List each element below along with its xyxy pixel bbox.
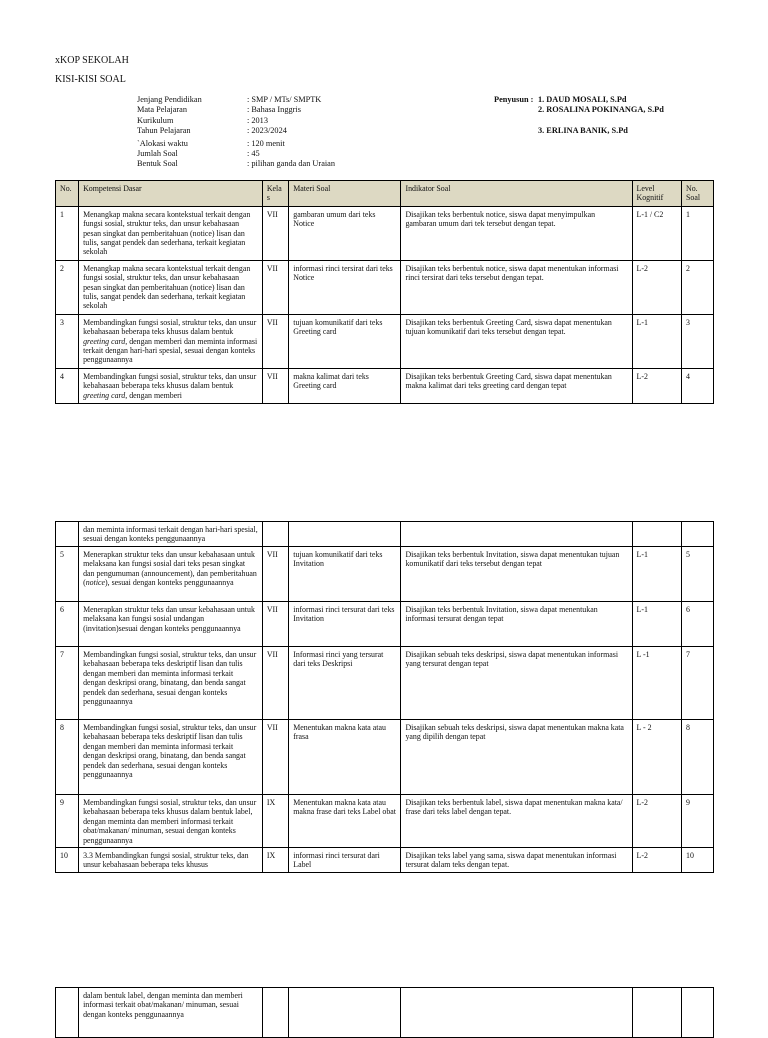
- cell-no-soal: [682, 988, 714, 1038]
- cell-kelas: VII: [262, 368, 288, 403]
- cell-materi-soal: tujuan komunikatif dari teks Invitation: [289, 547, 401, 602]
- document-title: KISI-KISI SOAL: [55, 74, 126, 85]
- cell-kelas: IX: [262, 795, 288, 848]
- cell-level-kognitif: [632, 522, 682, 547]
- kd-emphasis: greeting card: [83, 336, 126, 346]
- cell-kompetensi-dasar: Membandingkan fungsi sosial, struktur teks, dan unsur kebahasaan beberapa teks deskriptif lisan dan tulis dengan memberi dan meminta informasi terkait dengan deskripsi orang, binatang, dan benda sangat pendek dan sederhana, sesuai dengan konteks penggunaannya: [79, 720, 263, 795]
- table-row: [56, 720, 714, 795]
- cell-materi-soal: gambaran umum dari teks Notice: [289, 206, 401, 260]
- kd-emphasis: notice: [85, 578, 106, 588]
- cell-no: 1: [56, 206, 79, 260]
- penyusun-1: 1. DAUD MOSALI, S.Pd: [538, 95, 627, 104]
- cell-no: [56, 522, 79, 547]
- table-row-continuation: [56, 522, 714, 547]
- cell-kelas: VII: [262, 260, 288, 314]
- cell-kompetensi-dasar: dalam bentuk label, dengan meminta dan memberi informasi terkait obat/makanan/ minuman, sesuai dengan konteks penggunaannya: [79, 988, 263, 1038]
- cell-no: 8: [56, 720, 79, 795]
- cell-materi-soal: Menentukan makna kata atau frasa: [289, 720, 401, 795]
- cell-materi-soal: informasi rinci tersurat dari teks Invitation: [289, 602, 401, 647]
- info-label: Tahun Pelajaran: [137, 126, 191, 136]
- table-row: [56, 314, 714, 368]
- table-row: [56, 647, 714, 720]
- cell-kompetensi-dasar: Membandingkan fungsi sosial, struktur teks, dan unsur kebahasaan beberapa teks deskriptif lisan dan tulis dengan memberi dan meminta informasi terkait dengan deskripsi orang, binatang, dan benda sangat pendek dan sederhana, sesuai dengan konteks penggunaannya: [79, 647, 263, 720]
- cell-kompetensi-dasar: [79, 547, 263, 602]
- info-value: : Bahasa Inggris: [247, 105, 301, 115]
- cell-kelas: VII: [262, 647, 288, 720]
- info-values: [247, 95, 335, 170]
- cell-materi-soal: informasi rinci tersirat dari teks Notice: [289, 260, 401, 314]
- info-label: Jumlah Soal: [137, 149, 178, 159]
- cell-kelas: VII: [262, 314, 288, 368]
- kisi-table-page-2: [55, 521, 714, 873]
- cell-kelas: VII: [262, 547, 288, 602]
- cell-no: 9: [56, 795, 79, 848]
- table-row: [56, 547, 714, 602]
- header-no: No.: [56, 181, 79, 207]
- header-kelas: Kelas: [262, 181, 288, 207]
- cell-indikator-soal: Disajikan teks berbentuk notice, siswa dapat menyimpulkan gambaran umum dari tek tersebut dengan tepat.: [401, 206, 632, 260]
- info-value: : pilihan ganda dan Uraian: [247, 159, 336, 169]
- cell-no: 4: [56, 368, 79, 403]
- penyusun-2: 2. ROSALINA POKINANGA, S.Pd: [538, 105, 664, 114]
- info-label: Kurikulum: [137, 115, 174, 125]
- kd-text: Menerapkan struktur teks dan unsur kebahasaan untuk melaksana kan fungsi sosial dari teks pesan singkat dan pengumuman (announcement), dan pemberitahuan (: [83, 550, 257, 588]
- header-materi-soal: Materi Soal: [289, 181, 401, 207]
- table-header-row: [56, 181, 714, 207]
- cell-no-soal: 3: [682, 314, 714, 368]
- table-row: [56, 260, 714, 314]
- cell-materi-soal: tujuan komunikatif dari teks Greeting card: [289, 314, 401, 368]
- cell-indikator-soal: Disajikan teks berbentuk Greeting Card, siswa dapat menentukan tujuan komunikatif dari teks tersebut dengan tepat.: [401, 314, 632, 368]
- kd-text: Membandingkan fungsi sosial, struktur teks, dan unsur kebahasaan beberapa teks khusus dalam bentuk: [83, 317, 257, 337]
- info-value: : 120 menit: [247, 138, 285, 148]
- cell-indikator-soal: [401, 522, 632, 547]
- cell-no-soal: 8: [682, 720, 714, 795]
- cell-kelas: VII: [262, 602, 288, 647]
- cell-kelas: VII: [262, 206, 288, 260]
- cell-no-soal: 9: [682, 795, 714, 848]
- cell-level-kognitif: [632, 988, 682, 1038]
- cell-no: [56, 988, 79, 1038]
- cell-indikator-soal: Disajikan teks berbentuk Greeting Card, siswa dapat menentukan makna kalimat dari teks greeting card dengan tepat: [401, 368, 632, 403]
- cell-level-kognitif: L-1: [632, 314, 682, 368]
- kd-text: , dengan memberi dan meminta informasi terkait dengan hari-hari spesial, sesuai dengan konteks penggunaannya: [83, 336, 258, 365]
- cell-indikator-soal: Disajikan teks berbentuk Invitation, siswa dapat menentukan informasi tersurat dengan tepat: [401, 602, 632, 647]
- cell-level-kognitif: L-2: [632, 795, 682, 848]
- header-no-soal: No. Soal: [682, 181, 714, 207]
- header-kompetensi-dasar: Kompetensi Dasar: [79, 181, 263, 207]
- cell-level-kognitif: L-2: [632, 848, 682, 873]
- cell-no-soal: 1: [682, 206, 714, 260]
- cell-materi-soal: Menentukan makna kata atau makna frase dari teks Label obat: [289, 795, 401, 848]
- cell-materi-soal: [289, 988, 401, 1038]
- cell-no: 10: [56, 848, 79, 873]
- penyusun-label: Penyusun :: [494, 95, 534, 104]
- info-value: : SMP / MTs/ SMPTK: [247, 95, 322, 104]
- kisi-table-page-1: [55, 180, 714, 404]
- info-value: : 2023/2024: [247, 126, 287, 136]
- cell-indikator-soal: Disajikan teks berbentuk label, siswa dapat menentukan makna kata/ frase dari teks label dengan tepat.: [401, 795, 632, 848]
- info-label: `Alokasi waktu: [137, 138, 188, 148]
- cell-no: 7: [56, 647, 79, 720]
- table-row: [56, 848, 714, 873]
- cell-no: 6: [56, 602, 79, 647]
- cell-kompetensi-dasar: dan meminta informasi terkait dengan hari-hari spesial, sesuai dengan konteks penggunaannya: [79, 522, 263, 547]
- cell-no-soal: 6: [682, 602, 714, 647]
- cell-level-kognitif: L-2: [632, 368, 682, 403]
- info-label: Jenjang Pendidikan: [137, 95, 202, 104]
- penyusun-3: 3. ERLINA BANIK, S.Pd: [538, 126, 628, 135]
- cell-level-kognitif: L -1: [632, 647, 682, 720]
- cell-materi-soal: informasi rinci tersurat dari Label: [289, 848, 401, 873]
- table-row: [56, 368, 714, 403]
- cell-no-soal: 4: [682, 368, 714, 403]
- cell-kompetensi-dasar: [79, 314, 263, 368]
- info-label: Bentuk Soal: [137, 159, 178, 169]
- cell-materi-soal: [289, 522, 401, 547]
- cell-level-kognitif: L - 2: [632, 720, 682, 795]
- cell-kelas: VII: [262, 720, 288, 795]
- table-row: [56, 206, 714, 260]
- cell-no-soal: 5: [682, 547, 714, 602]
- cell-indikator-soal: Disajikan sebuah teks deskripsi, siswa dapat menentukan makna kata yang dipilih dengan tepat: [401, 720, 632, 795]
- table-row-continuation: [56, 988, 714, 1038]
- cell-materi-soal: makna kalimat dari teks Greeting card: [289, 368, 401, 403]
- table-row: [56, 795, 714, 848]
- kisi-table-page-3: [55, 987, 714, 1038]
- cell-level-kognitif: L-1: [632, 602, 682, 647]
- cell-materi-soal: Informasi rinci yang tersurat dari teks Deskripsi: [289, 647, 401, 720]
- cell-no: 2: [56, 260, 79, 314]
- cell-indikator-soal: [401, 988, 632, 1038]
- cell-kelas: [262, 522, 288, 547]
- cell-kompetensi-dasar: [79, 368, 263, 403]
- info-value: : 2013: [247, 115, 268, 125]
- cell-no-soal: [682, 522, 714, 547]
- cell-kompetensi-dasar: Membandingkan fungsi sosial, struktur teks, dan unsur kebahasaan beberapa teks khusus dalam bentuk label, dengan meminta dan memberi informasi terkait obat/makanan/ minuman, sesuai dengan konteks penggunaannya: [79, 795, 263, 848]
- cell-kelas: [262, 988, 288, 1038]
- cell-no-soal: 7: [682, 647, 714, 720]
- cell-no-soal: 2: [682, 260, 714, 314]
- header-indikator-soal: Indikator Soal: [401, 181, 632, 207]
- cell-kompetensi-dasar: 3.3 Membandingkan fungsi sosial, struktur teks, dan unsur kebahasaan beberapa teks khusus: [79, 848, 263, 873]
- info-labels: [137, 95, 202, 170]
- cell-indikator-soal: Disajikan teks berbentuk Invitation, siswa dapat menentukan tujuan komunikatif dari teks tersebut dengan tepat: [401, 547, 632, 602]
- kd-emphasis: greeting card: [83, 390, 126, 400]
- info-value: : 45: [247, 149, 260, 159]
- cell-indikator-soal: Disajikan teks berbentuk notice, siswa dapat menentukan informasi rinci tersirat dari teks tersebut dengan tepat.: [401, 260, 632, 314]
- kd-text: Membandingkan fungsi sosial, struktur teks, dan unsur kebahasaan beberapa teks khusus dalam bentuk: [83, 371, 257, 391]
- info-label: Mata Pelajaran: [137, 105, 187, 115]
- cell-level-kognitif: L-1 / C2: [632, 206, 682, 260]
- header-level-kognitif: Level Kognitif: [632, 181, 682, 207]
- kd-text: ), sesuai dengan konteks penggunaannya: [105, 578, 234, 588]
- cell-indikator-soal: Disajikan teks label yang sama, siswa dapat menentukan informasi tersurat dalam teks dengan tepat.: [401, 848, 632, 873]
- cell-no: 3: [56, 314, 79, 368]
- kop-sekolah: xKOP SEKOLAH: [55, 55, 129, 66]
- cell-indikator-soal: Disajikan sebuah teks deskripsi, siswa dapat menentukan informasi yang tersurat dengan tepat: [401, 647, 632, 720]
- cell-kompetensi-dasar: Menangkap makna secara kontekstual terkait dengan fungsi sosial, struktur teks, dan unsur kebahasaan pesan singkat dan pemberitahuan (notice) lisan dan tulis, sangat pendek dan sederhana, terkait kegiatan sekolah: [79, 260, 263, 314]
- table-row: [56, 602, 714, 647]
- cell-level-kognitif: L-1: [632, 547, 682, 602]
- cell-no-soal: 10: [682, 848, 714, 873]
- kd-text: , dengan memberi: [125, 390, 182, 400]
- cell-level-kognitif: L-2: [632, 260, 682, 314]
- cell-no: 5: [56, 547, 79, 602]
- cell-kelas: IX: [262, 848, 288, 873]
- cell-kompetensi-dasar: Menangkap makna secara kontekstual terkait dengan fungsi sosial, struktur teks, dan unsur kebahasaan pesan singkat dan pemberitahuan (notice) lisan dan tulis, sangat pendek dan sederhana, terkait kegiatan sekolah: [79, 206, 263, 260]
- cell-kompetensi-dasar: Menerapkan struktur teks dan unsur kebahasaan untuk melaksana kan fungsi sosial undangan (invitation)sesuai dengan konteks penggunaannya: [79, 602, 263, 647]
